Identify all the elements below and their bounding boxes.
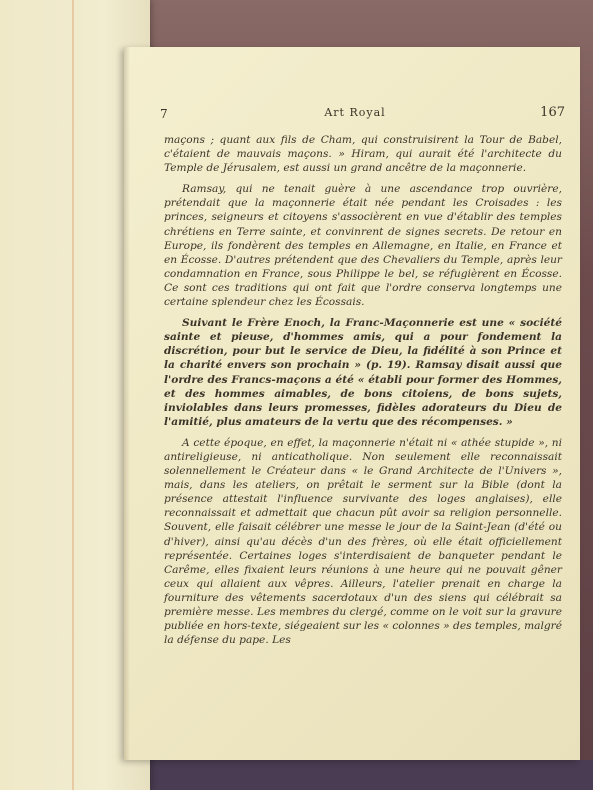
paragraph: A cette époque, en effet, la maçonnerie n'était ni « athée stupide », ni antireligieuse, ni anticatholique. Non seulement elle reconnaissait solennellement le Créateur dans « le Grand Architecte de l'Univers », mais, dans les ateliers, on prêtait le serment sur la Bible (dont la présence attestait l'influence survivante des loges anglaises), elle reconnaissait et admettait que chacun pût avoir sa religion personnelle. Souvent, elle faisait célébrer une messe le jour de la Saint-Jean (d'été ou d'hiver), ainsi qu'au décès d'un des frères, où elle était officiellement représentée. Certaines loges s'interdisaient de banqueter pendant le Carême, elles fixaient leurs réunions à une heure qui ne pouvait gêner ceux qui allaient aux vêpres. Ailleurs, l'atelier prenait en charge la fourniture des vêtements sacerdotaux d'un des siens qui célébrait sa première messe. Les membres du clergé, comme on le voit sur la gravure publiée en hors-texte, siégeaient sur les « colonnes » des temples, malgré la défense du pape. Les — [164, 436, 562, 647]
paragraph: Ramsay, qui ne tenait guère à une ascendance trop ouvrière, prétendait que la maçonnerie était née pendant les Croisades : les princes, seigneurs et citoyens s'associèrent en vue d'établir des temples chrétiens en Terre sainte, et convinrent de signes secrets. De retour en Europe, ils fondèrent des temples en Allemagne, en Italie, en France et en Écosse. D'autres prétendent que des Chevaliers du Temple, après leur condamnation en France, sous Philippe le bel, se réfugièrent en Écosse. Ce sont ces traditions qui ont fait que l'ordre conserva longtemps une certaine splendeur chez les Écossais. — [164, 183, 562, 309]
page-number: 167 — [540, 105, 565, 120]
page-fold-line — [72, 0, 74, 790]
paragraph: maçons ; quant aux fils de Cham, qui construisirent la Tour de Babel, c'étaient de mauvais maçons. » Hiram, qui aurait été l'architecte du Temple de Jérusalem, est aussi un grand ancêtre de la maçonnerie. — [164, 134, 562, 175]
body-text — [164, 133, 562, 654]
running-title: Art Royal — [324, 106, 386, 119]
book-page — [124, 47, 580, 760]
paragraph: Suivant le Frère Enoch, la Franc-Maçonnerie est une « société sainte et pieuse, d'hommes amis, qui a pour fondement la discrétion, pour but le service de Dieu, la fidélité à son Prince et la charité envers son prochain » (p. 19). Ramsay disait aussi que l'ordre des Francs-maçons a été « établi pour former des Hommes, et des hommes aimables, de bons citoiens, de bons sujets, inviolables dans leurs promesses, fidèles adorateurs du Dieu de l'amitié, plus amateurs de la vertu que des récompenses. » — [164, 317, 562, 428]
page-edge-shadow — [124, 47, 130, 760]
page-number-left: 7 — [160, 107, 168, 121]
page-header — [160, 105, 565, 125]
